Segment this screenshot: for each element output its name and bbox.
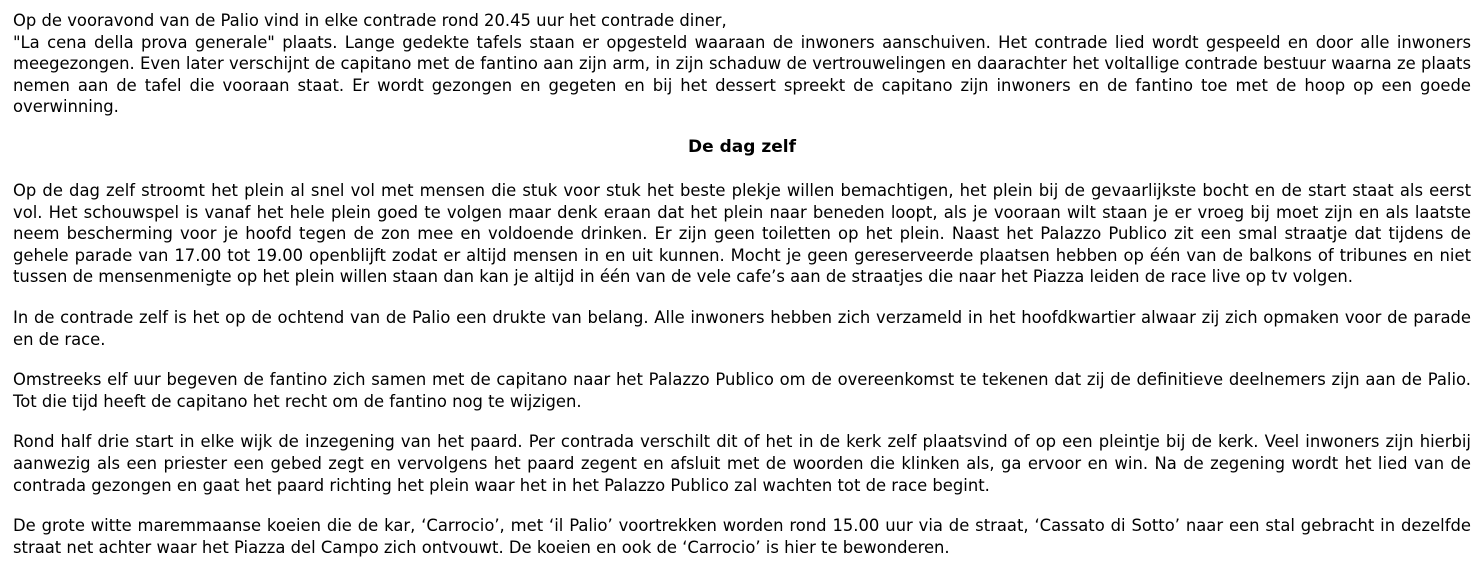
intro-rest: "La cena della prova generale" plaats. Lange gedekte tafels staan er opgesteld waaraan de inwoners aanschuiven. Het contrade lied wordt gespeeld en door alle inwoners meegezongen. Even later verschijnt de capitano met de fantino aan zijn arm, in zijn schaduw de vertrouwelingen en daarachter het voltallige contrade bestuur waarna ze plaats nemen aan de tafel die vooraan staat. Er wordt gezongen en gegeten en bij het dessert spreekt de capitano zijn inwoners en de fantino toe met de hoop op een goede overwinning. <box>13 32 1471 117</box>
intro-first-line: Op de vooravond van de Palio vind in elke contrade rond 20.45 uur het contrade diner, <box>13 11 727 30</box>
section-heading: De dag zelf <box>688 136 796 157</box>
paragraph-contrade-ochtend: In de contrade zelf is het op de ochtend van de Palio een drukte van belang. Alle inwoners hebben zich verzameld in het hoofdkwartier alwaar zij zich opmaken voor de parade en de race. <box>13 307 1471 349</box>
paragraph-inzegening: Rond half drie start in elke wijk de inzegening van het paard. Per contrada verschilt dit of het in de kerk zelf plaatsvind of op een pleintje bij de kerk. Veel inwoners zijn hierbij aanwezig als een priester een gebed zegt en vervolgens het paard zegent en afsluit met de woorden die klinken als, ga ervoor en win. Na de zegening wordt het lied van de contrada gezongen en gaat het paard richting het plein waar het in het Palazzo Publico zal wachten tot de race begint. <box>13 432 1471 495</box>
paragraph-koeien: De grote witte maremmaanse koeien die de kar, ‘Carrocio’, met ‘il Palio’ voortrekken worden rond 15.00 uur via de straat, ‘Cassato di Sotto’ naar een stal gebracht in dezelfde straat net achter waar het Piazza del Campo zich ontvouwt. De koeien en ook de ‘Carrocio’ is hier te bewonderen. <box>13 516 1471 557</box>
paragraph-overeenkomst: Omstreeks elf uur begeven de fantino zich samen met de capitano naar het Palazzo Publico om de overeenkomst te tekenen dat zij de definitieve deelnemers zijn aan de Palio. Tot die tijd heeft de capitano het recht om de fantino nog te wijzigen. <box>13 370 1471 411</box>
article-body <box>13 0 1471 558</box>
intro-paragraph <box>13 10 1471 118</box>
paragraph-plein: Op de dag zelf stroomt het plein al snel vol met mensen die stuk voor stuk het beste plekje willen bemachtigen, het plein bij de gevaarlijkste bocht en de start staat als eerst vol. Het schouwspel is vanaf het hele plein goed te volgen maar denk eraan dat het plein naar beneden loopt, als je vooraan wilt staan je er vroeg bij moet zijn en als laatste neem bescherming voor je hoofd tegen de zon mee en voldoende drinken. Er zijn geen toiletten op het plein. Naast het Palazzo Publico zit een smal straatje dat tijdens de gehele parade van 17.00 tot 19.00 openblijft zodat er altijd mensen in en uit kunnen. Mocht je geen gereserveerde plaatsen hebben op één van de balkons of tribunes en niet tussen de mensenmenigte op het plein willen staan dan kan je altijd in één van de vele cafe’s aan de straatjes die naar het Piazza leiden de race live op tv volgen. <box>13 180 1471 287</box>
